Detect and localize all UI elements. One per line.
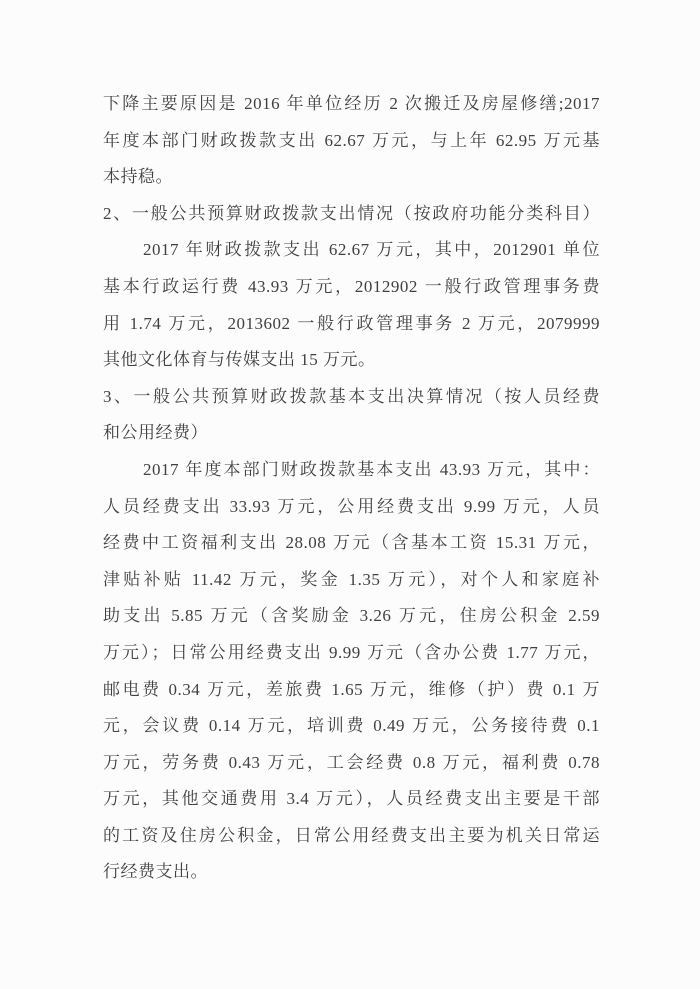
document-line: 其他文化体育与传媒支出 15 万元。 [103,350,376,370]
document-line: 助支出 5.85 万元（含奖励金 3.26 万元，住房公积金 2.59 [103,606,600,626]
document-line: 经费中工资福利支出 28.08 万元（含基本工资 15.31 万元， [103,533,600,553]
document-line: 万元，其他交通费用 3.4 万元），人员经费支出主要是干部 [103,789,600,809]
document-line: 2017 年财政拨款支出 62.67 万元，其中，2012901 单位 [143,240,600,260]
document-line: 津贴补贴 11.42 万元，奖金 1.35 万元），对个人和家庭补 [103,569,600,589]
document-line: 万元，劳务费 0.43 万元，工会经费 0.8 万元，福利费 0.78 [103,752,600,772]
document-line: 元，会议费 0.14 万元，培训费 0.49 万元，公务接待费 0.1 [103,716,600,736]
document-line: 2、一般公共预算财政拨款支出情况（按政府功能分类科目） [103,203,600,223]
document-line: 人员经费支出 33.93 万元，公用经费支出 9.99 万元，人员 [103,496,600,516]
document-line: 和公用经费） [103,423,208,443]
document-text-block [103,86,600,891]
document-line: 行经费支出。 [103,862,208,882]
document-line: 本持稳。 [103,167,173,187]
document-line: 邮电费 0.34 万元，差旅费 1.65 万元，维修（护）费 0.1 万 [103,679,600,699]
document-line: 万元）；日常公用经费支出 9.99 万元（含办公费 1.77 万元， [103,642,600,662]
document-line: 下降主要原因是 2016 年单位经历 2 次搬迁及房屋修缮;2017 [103,94,600,113]
document-line: 基本行政运行费 43.93 万元，2012902 一般行政管理事务费 [103,276,600,296]
document-line: 用 1.74 万元，2013602 一般行政管理事务 2 万元，2079999 [103,313,600,333]
document-line: 年度本部门财政拨款支出 62.67 万元，与上年 62.95 万元基 [103,130,600,150]
document-line: 3、一般公共预算财政拨款基本支出决算情况（按人员经费 [103,386,600,406]
document-line: 的工资及住房公积金，日常公用经费支出主要为机关日常运 [103,825,600,845]
document-line: 2017 年度本部门财政拨款基本支出 43.93 万元，其中： [143,459,600,479]
